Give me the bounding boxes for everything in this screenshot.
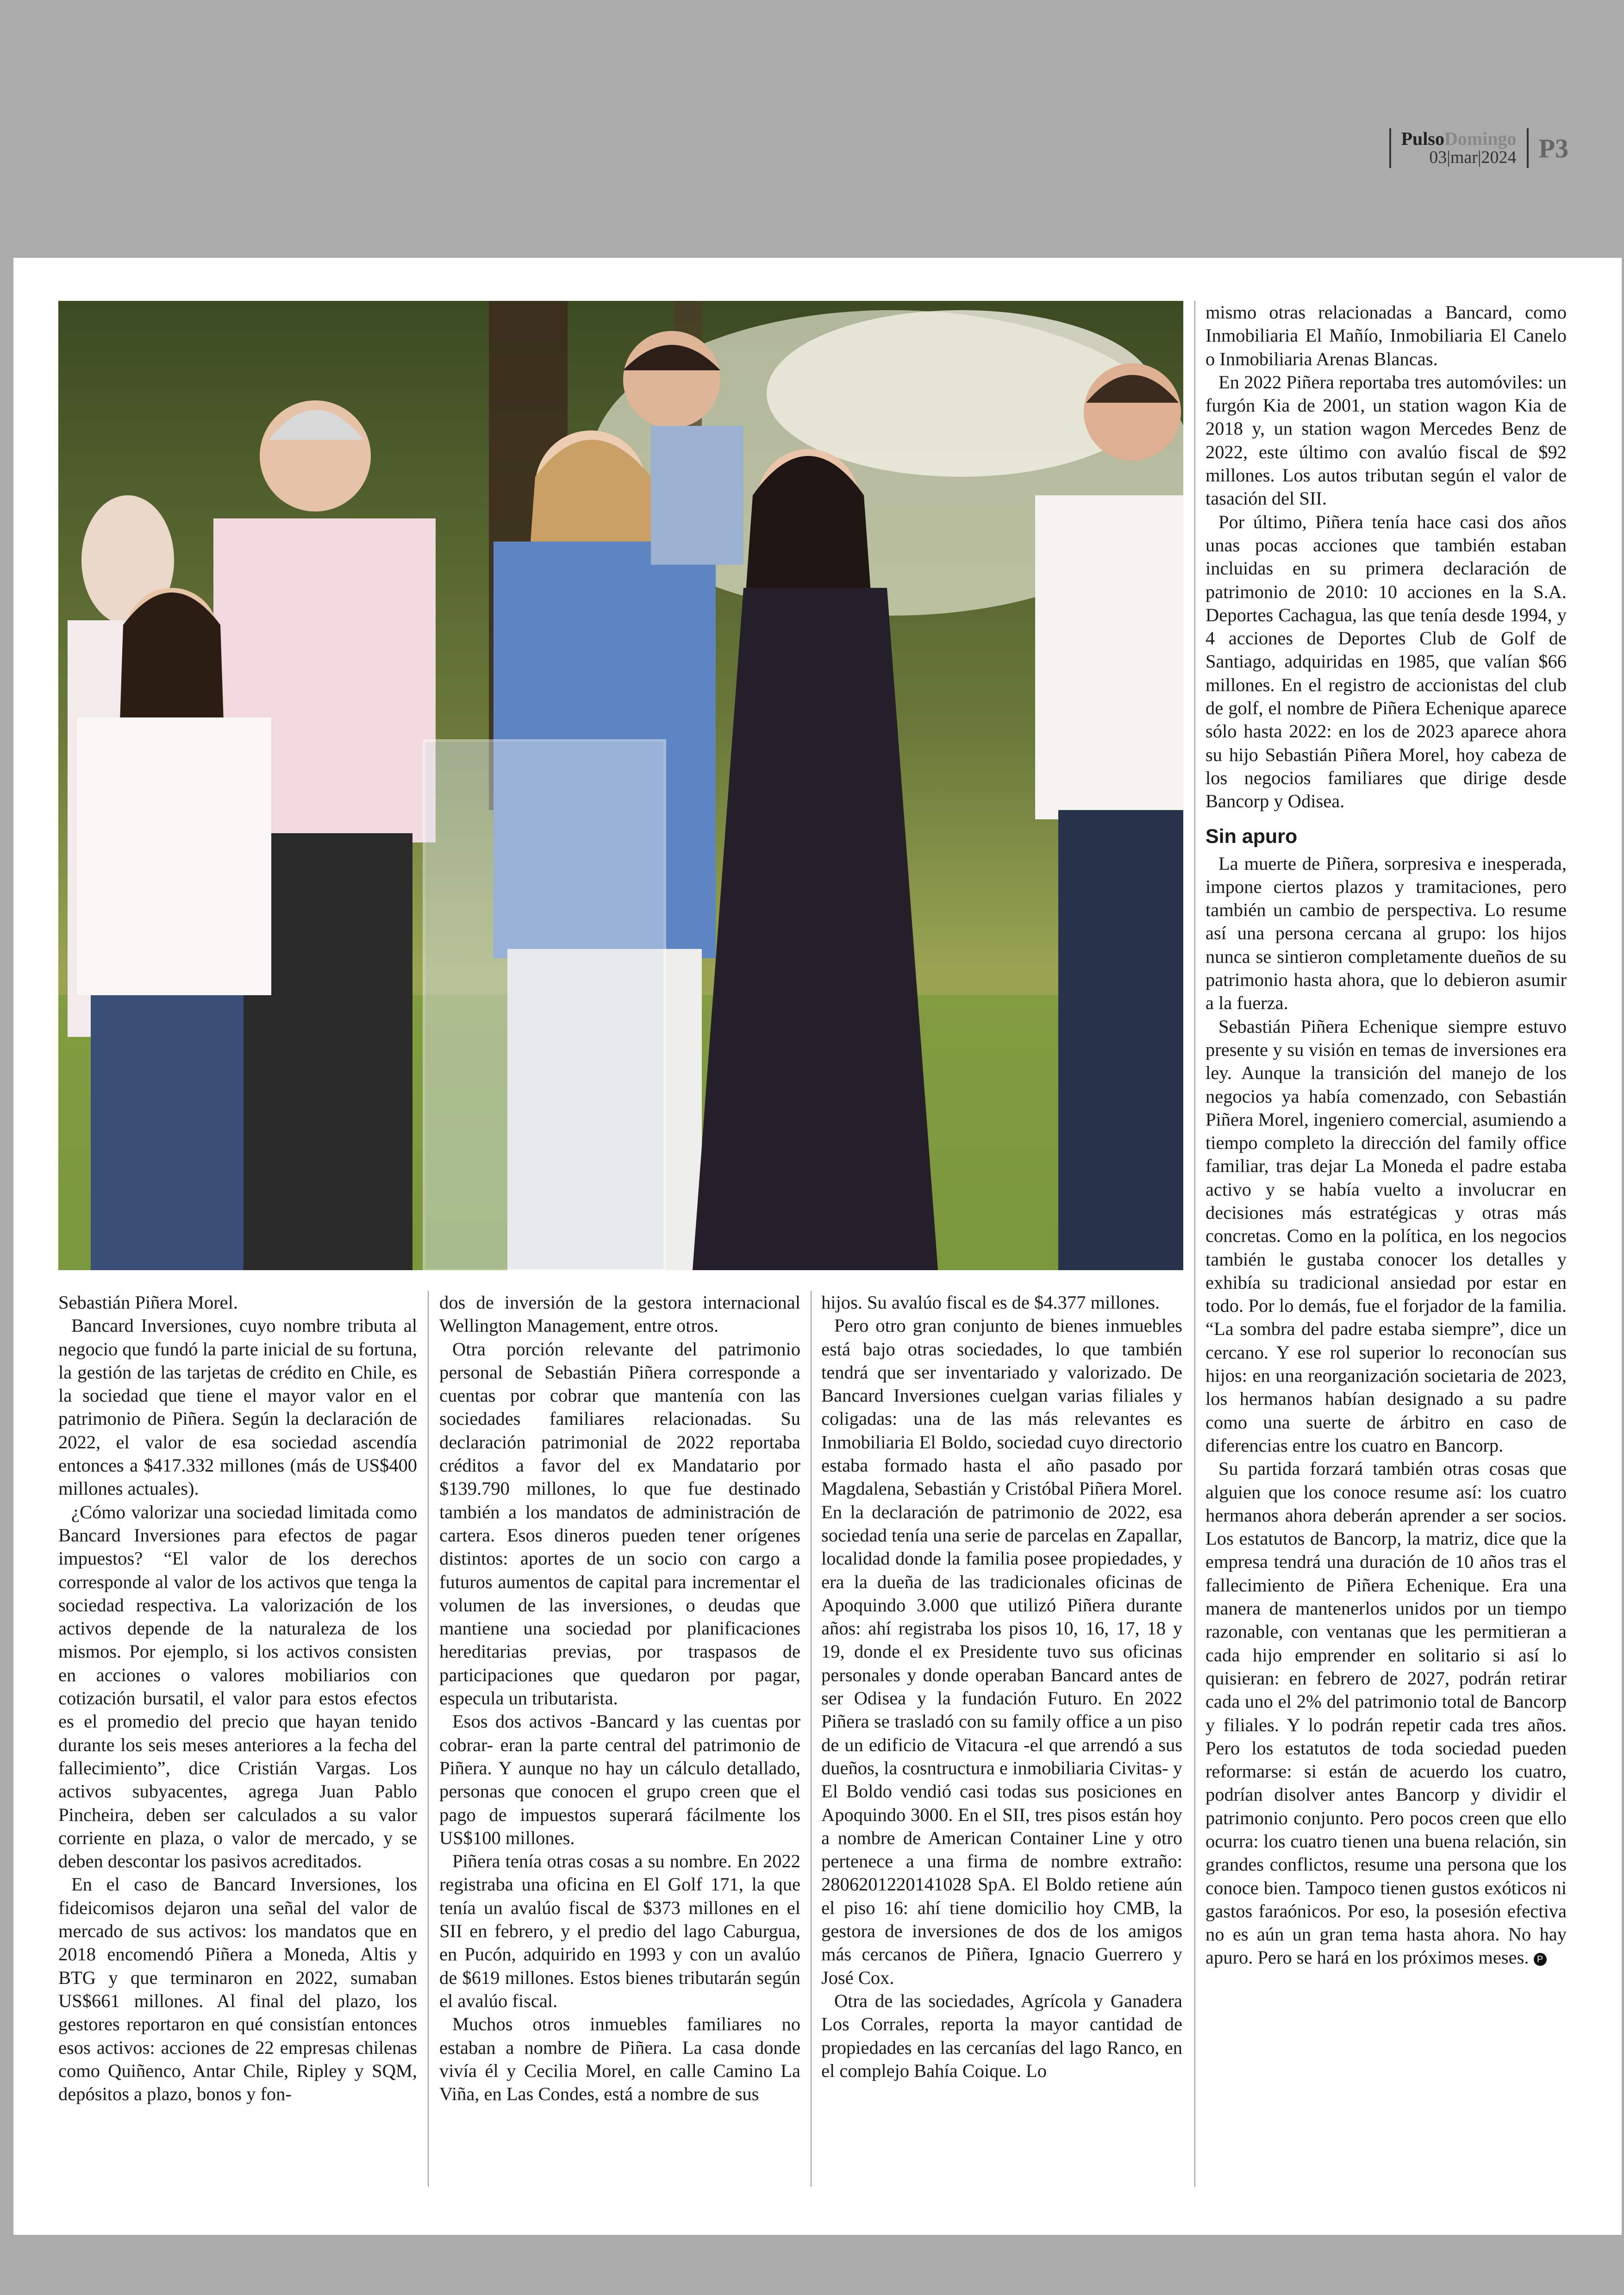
paragraph: hijos. Su avalúo fiscal es de $4.377 millones. bbox=[821, 1292, 1160, 1313]
paragraph: Sebastián Piñera Echenique siempre estuvo presente y su visión en temas de inversiones era ley. Aunque la transición del manejo de los negocios ya había comenzado, con Sebastián Piñera Morel, ingeniero comercial, asumiendo a tiempo completo la dirección del family office familiar, tras dejar La Moneda el padre estaba activo y se había vuelto a involucrar en decisiones más estratégicas y otras más concretas. Como en la política, en los negocios también le gustaba conocer los detalles y exhibía su tradicional ansiedad por estar en todo. Por lo demás, fue el forjador de la familia. “La sombra del padre estaba siempre”, dice un cercano. Y ese rol superior lo reconocían sus hijos: en una reorganización societaria de 2023, los hermanos habían designado a su padre como una suerte de árbitro en caso de diferencias entre los cuatro en Bancorp. bbox=[1206, 1016, 1567, 1456]
paragraph: mismo otras relacionadas a Bancard, como Inmobiliaria El Mañío, Inmobiliaria El Canelo o Inmobiliaria Arenas Blancas. bbox=[1206, 302, 1567, 369]
brand-pulso: Pulso bbox=[1401, 128, 1444, 150]
paragraph bbox=[1206, 1457, 1567, 1970]
paragraph: Esos dos activos -Bancard y las cuentas por cobrar- eran la parte central del patrimonio de Piñera. Y aunque no hay un cálculo detallado, personas que conocen el grupo creen que el pago de impuestos superará fácilmente los US$100 millones. bbox=[439, 1711, 800, 1848]
article-column-1 bbox=[58, 1291, 417, 2106]
article-column-4 bbox=[1206, 301, 1567, 1970]
paragraph: Pero otro gran conjunto de bienes inmuebles está bajo otras sociedades, lo que también tendrá que ser inventariado y valorizado. De Bancard Inversiones cuelgan varias filiales y coligadas: una de las más relevantes es Inmobiliaria El Boldo, sociedad cuyo directorio estaba formado hasta el año pasado por Magdalena, Sebastián y Cristóbal Piñera Morel. En la declaración de patrimonio de 2022, esa sociedad tenía una serie de parcelas en Zapallar, localidad donde la familia posee propiedades, y era la dueña de las tradicionales oficinas de Apoquindo 3.000 que utilizó Piñera durante años: ahí registraba los pisos 10, 16, 17, 18 y 19, donde el ex Presidente tuvo sus oficinas personales y donde operaban Bancard antes de ser Odisea y la fundación Futuro. En 2022 Piñera se trasladó con su family office a un piso de un edificio de Vitacura -el que arrendó a sus dueños, la cosntructura e inmobiliaria Civitas- y El Boldo vendió casi todas sus posiciones en Apoquindo 3000. En el SII, tres pisos están hoy a nombre de American Container Line y otro pertenece a una firma de nombre extraño: 2806201220141028 SpA. El Boldo retiene aún el piso 16: ahí tiene domicilio hoy CMB, la gestora de inversiones de dos de los amigos más cercanos de Piñera, Ignacio Guerrero y José Cox. bbox=[821, 1315, 1182, 1988]
section-heading: Sin apuro bbox=[1206, 825, 1298, 848]
brand-domingo: Domingo bbox=[1444, 128, 1517, 150]
masthead bbox=[1379, 123, 1568, 174]
paragraph-text: Su partida forzará también otras cosas que alguien que los conoce resume así: los cuatro hermanos ahora deberán aprender a ser socios. Los estatutos de Bancorp, la matriz, dice que la empresa tendrá una duración de 10 años tras el fallecimiento de Piñera Echenique. Era una manera de mantenerlos unidos por un tiempo razonable, con ventanas que les permitieran a cada hijo emprender en solitario si así lo quisieran: en febrero de 2027, podrán retirar cada uno el 2% del patrimonio total de Bancorp y filiales. Y lo podrán repetir cada tres años. Pero los estatutos de toda sociedad pueden reformarse: si están de acuerdo los cuatro, podrían disolver antes Bancorp y dividir el patrimonio conjunto. Pero pocos creen que ello ocurra: los cuatro tienen una buena relación, sin grandes conflictos, resume una persona que los conoce bien. Tampoco tienen gustos exóticos ni gastos faraónicos. Por eso, la posesión efectiva no es aún un gran tema hasta ahora. No hay apuro. Pero se hará en los próximos meses. bbox=[1206, 1458, 1567, 1968]
masthead-rule-2 bbox=[1527, 128, 1529, 168]
article-column-2 bbox=[439, 1291, 800, 2106]
brand-block bbox=[1401, 129, 1517, 167]
paragraph: Bancard Inversiones, cuyo nombre tributa al negocio que fundó la parte inicial de su fortuna, la gestión de las tarjetas de crédito en Chile, es la sociedad que tiene el mayor valor en el patrimonio de Piñera. Según la declaración de 2022, el valor de esa sociedad ascendía entonces a $417.332 millones (más de US$400 millones actuales). bbox=[58, 1315, 417, 1499]
paragraph: dos de inversión de la gestora internacional Wellington Management, entre otros. bbox=[439, 1292, 800, 1336]
column-divider bbox=[1194, 301, 1195, 2187]
family-photo bbox=[58, 301, 1183, 1270]
paragraph: Por último, Piñera tenía hace casi dos años unas pocas acciones que también estaban incluidas en su primera declaración de patrimonio de 2010: 10 acciones en la S.A. Deportes Cachagua, las que tenía desde 1994, y 4 acciones de Deportes Club de Golf de Santiago, adquiridas en 1985, que valían $66 millones. En el registro de accionistas del club de golf, el nombre de Piñera Echenique aparece sólo hasta 2022: en los de 2023 aparece ahora su hijo Sebastián Piñera Morel, hoy cabeza de los negocios familiares que dirige desde Bancorp y Odisea. bbox=[1206, 511, 1567, 812]
issue-date: 03|mar|2024 bbox=[1429, 148, 1517, 168]
column-divider bbox=[811, 1291, 812, 2187]
paragraph: La muerte de Piñera, sorpresiva e inesperada, impone ciertos plazos y tramitaciones, pero también un cambio de perspectiva. Lo resume así una persona cercana al grupo: los hijos nunca se sintieron completamente dueños de su patrimonio hasta ahora, que lo debieron asumir a la fuerza. bbox=[1206, 853, 1567, 1014]
newspaper-page bbox=[13, 258, 1622, 2235]
end-mark-icon: P bbox=[1534, 1953, 1547, 1966]
photo-illustration bbox=[58, 301, 1183, 1270]
paragraph: En 2022 Piñera reportaba tres automóviles: un furgón Kia de 2001, un station wagon Kia de 2018 y, un station wagon Mercedes Benz de 2022, este último con avalúo fiscal de $92 millones. Los autos tributan según el valor de tasación del SII. bbox=[1206, 371, 1567, 509]
paragraph: ¿Cómo valorizar una sociedad limitada como Bancard Inversiones para efectos de pagar impuestos? “El valor de los derechos corresponde al valor de los activos que tenga la sociedad respectiva. La valorización de los activos depende de la naturaleza de los mismos. Por ejemplo, si los activos consisten en acciones o valores mobiliarios con cotización bursatil, el valor para estos efectos es el promedio del precio que hayan tenido durante los seis meses anteriores a la fecha del fallecimiento”, dice Cristián Vargas. Los activos subyacentes, agrega Juan Pablo Pincheira, deben ser calculados a su valor corriente en plaza, o valor de mercado, y se deben descontar los pasivos acreditados. bbox=[58, 1501, 417, 1872]
paragraph: Sebastián Piñera Morel. bbox=[58, 1292, 238, 1313]
article-column-3 bbox=[821, 1291, 1182, 2083]
paragraph: Otra de las sociedades, Agrícola y Ganadera Los Corrales, reporta la mayor cantidad de propiedades en las cercanías del lago Ranco, en el complejo Bahía Coique. Lo bbox=[821, 1990, 1182, 2081]
column-divider bbox=[428, 1291, 429, 2187]
paragraph: Muchos otros inmuebles familiares no estaban a nombre de Piñera. La casa donde vivía él y Cecilia Morel, en calle Camino La Viña, en Las Condes, está a nombre de sus bbox=[439, 2014, 800, 2105]
paragraph: Otra porción relevante del patrimonio personal de Sebastián Piñera corresponde a cuentas por cobrar que mantenía con las sociedades familiares relacionadas. Su declaración patrimonial de 2022 reportaba créditos a favor del ex Mandatario por $139.790 millones, lo que fue destinado también a los mandatos de administración de cartera. Esos dineros pueden tener orígenes distintos: aportes de un socio con cargo a futuros aumentos de capital para incrementar el volumen de las inversiones, o deudas que mantiene una sociedad por planificaciones hereditarias previas, por traspasos de participaciones que quedaron por pagar, especula un tributarista. bbox=[439, 1338, 800, 1709]
paragraph: Piñera tenía otras cosas a su nombre. En 2022 registraba una oficina en El Golf 171, la que tenía un avalúo fiscal de $373 millones en el SII en febrero, y el predio del lago Caburgua, en Pucón, adquirido en 1993 y con un avalúo de $619 millones. Estos bienes tributarán según el avalúo fiscal. bbox=[439, 1851, 800, 2011]
paragraph: En el caso de Bancard Inversiones, los fideicomisos dejaron una señal del valor de mercado de sus activos: los mandatos que en 2018 encomendó Piñera a Moneda, Altis y BTG y que terminaron en 2022, sumaban US$661 millones. Al final del plazo, los gestores reportaron en qué consistían entonces esos activos: acciones de 22 empresas chilenas como Quiñenco, Antar Chile, Ripley y SQM, depósitos a plazo, bonos y fon- bbox=[58, 1874, 417, 2105]
masthead-rule bbox=[1389, 128, 1391, 168]
page-number: P3 bbox=[1538, 133, 1568, 163]
